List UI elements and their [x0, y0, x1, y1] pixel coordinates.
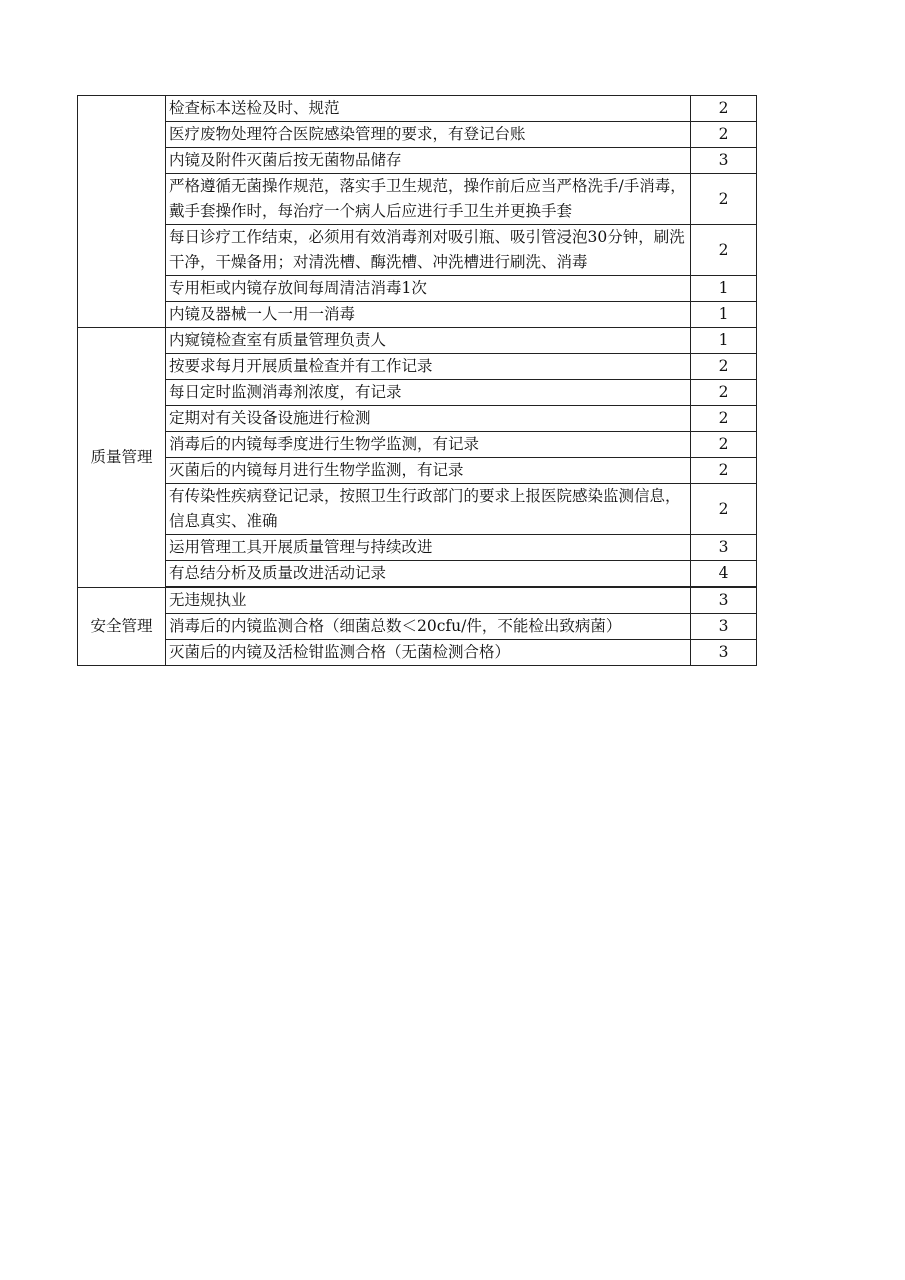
item-cell: 内窥镜检查室有质量管理负责人 — [166, 328, 691, 354]
table-row — [78, 354, 757, 380]
score-cell: 2 — [691, 174, 757, 225]
table-row — [78, 380, 757, 406]
score-cell: 1 — [691, 276, 757, 302]
item-cell: 运用管理工具开展质量管理与持续改进 — [166, 535, 691, 561]
score-cell: 2 — [691, 458, 757, 484]
category-cell — [78, 96, 166, 328]
score-cell: 2 — [691, 432, 757, 458]
table-row — [78, 122, 757, 148]
category-cell-quality: 质量管理 — [78, 328, 166, 588]
score-cell: 2 — [691, 484, 757, 535]
item-cell: 检查标本送检及时、规范 — [166, 96, 691, 122]
item-cell: 每日定时监测消毒剂浓度，有记录 — [166, 380, 691, 406]
table-row — [78, 276, 757, 302]
score-cell: 2 — [691, 380, 757, 406]
table-row — [78, 561, 757, 587]
table-row — [78, 302, 757, 328]
score-cell: 3 — [691, 535, 757, 561]
score-cell: 3 — [691, 614, 757, 640]
score-cell: 2 — [691, 96, 757, 122]
score-cell: 3 — [691, 640, 757, 666]
item-cell: 无违规执业 — [166, 588, 691, 614]
score-cell: 2 — [691, 354, 757, 380]
score-cell: 1 — [691, 328, 757, 354]
item-cell: 医疗废物处理符合医院感染管理的要求，有登记台账 — [166, 122, 691, 148]
table-row — [78, 174, 757, 225]
score-cell: 2 — [691, 122, 757, 148]
score-cell: 3 — [691, 148, 757, 174]
item-cell: 内镜及附件灭菌后按无菌物品储存 — [166, 148, 691, 174]
score-table — [77, 95, 757, 666]
table-row — [78, 96, 757, 122]
score-cell: 2 — [691, 225, 757, 276]
table-row — [78, 614, 757, 640]
table-row — [78, 148, 757, 174]
score-cell: 2 — [691, 406, 757, 432]
item-cell: 专用柜或内镜存放间每周清洁消毒1次 — [166, 276, 691, 302]
table-row — [78, 432, 757, 458]
table-row — [78, 328, 757, 354]
score-cell: 4 — [691, 561, 757, 587]
category-cell-safety: 安全管理 — [78, 588, 166, 666]
table-row — [78, 535, 757, 561]
score-table-body — [78, 96, 757, 666]
item-cell: 消毒后的内镜每季度进行生物学监测，有记录 — [166, 432, 691, 458]
score-cell: 3 — [691, 588, 757, 614]
table-row — [78, 406, 757, 432]
table-row — [78, 484, 757, 535]
item-cell: 有总结分析及质量改进活动记录 — [166, 561, 691, 587]
table-row — [78, 588, 757, 614]
table-row — [78, 225, 757, 276]
score-cell: 1 — [691, 302, 757, 328]
item-cell: 灭菌后的内镜及活检钳监测合格（无菌检测合格） — [166, 640, 691, 666]
item-cell: 每日诊疗工作结束，必须用有效消毒剂对吸引瓶、吸引管浸泡30分钟，刷洗干净，干燥备用；对清洗槽、酶洗槽、冲洗槽进行刷洗、消毒 — [166, 225, 691, 276]
item-cell: 内镜及器械一人一用一消毒 — [166, 302, 691, 328]
item-cell: 定期对有关设备设施进行检测 — [166, 406, 691, 432]
item-cell: 消毒后的内镜监测合格（细菌总数＜20cfu/件，不能检出致病菌） — [166, 614, 691, 640]
item-cell: 严格遵循无菌操作规范，落实手卫生规范，操作前后应当严格洗手/手消毒，戴手套操作时，每治疗一个病人后应进行手卫生并更换手套 — [166, 174, 691, 225]
item-cell: 有传染性疾病登记记录，按照卫生行政部门的要求上报医院感染监测信息，信息真实、准确 — [166, 484, 691, 535]
item-cell: 灭菌后的内镜每月进行生物学监测，有记录 — [166, 458, 691, 484]
table-row — [78, 640, 757, 666]
item-cell: 按要求每月开展质量检查并有工作记录 — [166, 354, 691, 380]
table-row — [78, 458, 757, 484]
